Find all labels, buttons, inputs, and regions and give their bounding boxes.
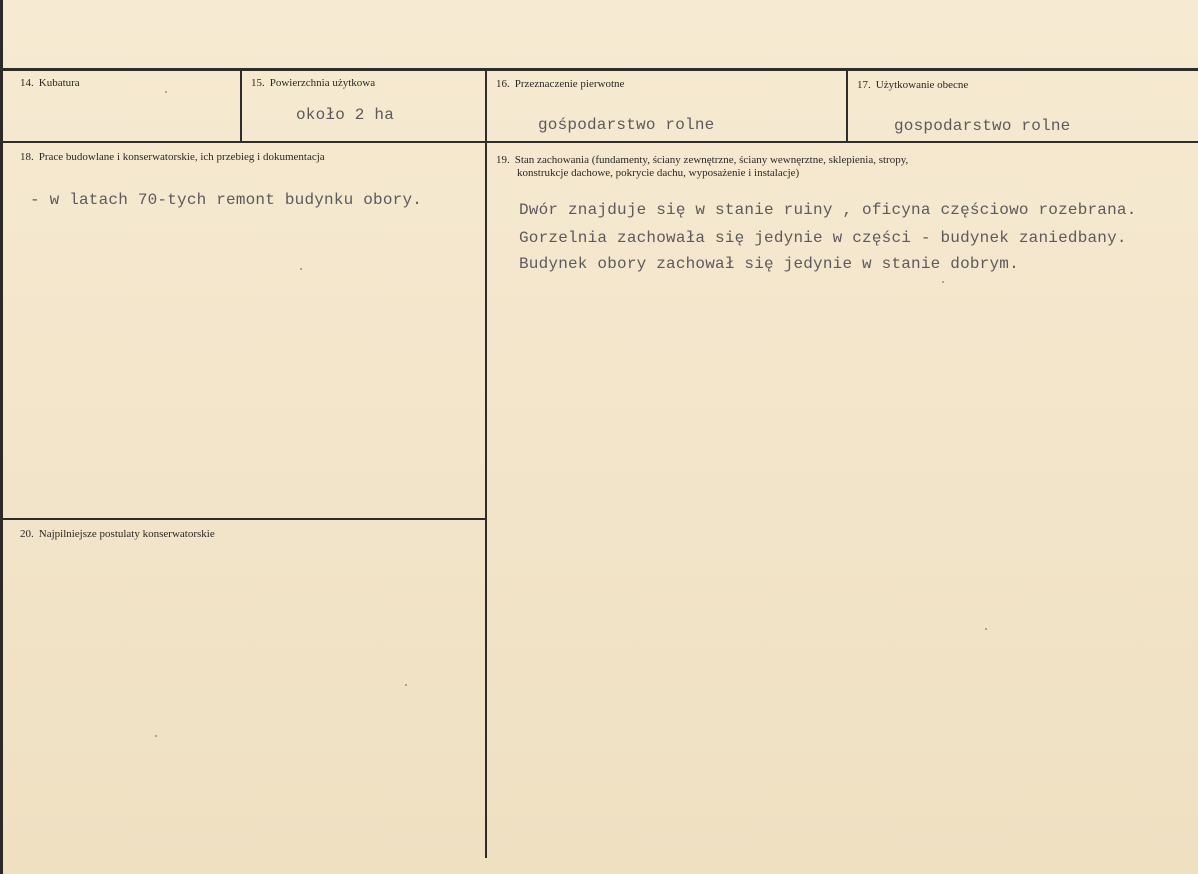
field19-label-line2: konstrukcje dachowe, pokrycie dachu, wyposażenie i instalacje): [517, 167, 800, 179]
field20-top-rule: [0, 518, 486, 520]
paper-speck: [165, 91, 167, 93]
field19-label: 19. Stan zachowania (fundamenty, ściany zewnętrzne, ściany wewnęrztne, sklepienia, stropy,: [496, 154, 909, 166]
field20-label: 20. Najpilniejsze postulaty konserwatorskie: [20, 528, 215, 540]
divider-14-15: [240, 70, 242, 142]
top-rule: [0, 68, 1198, 71]
paper-speck: [155, 735, 157, 737]
paper-speck: [405, 684, 407, 686]
card-left-edge: [0, 0, 3, 874]
paper-speck: [942, 281, 944, 283]
field18-value: - w latach 70-tych remont budynku obory.: [30, 191, 423, 209]
field19-line-3: Budynek obory zachował się jedynie w stanie dobrym.: [519, 255, 1019, 273]
row1-bottom-rule: [0, 141, 1198, 143]
field15-label: 15. Powierzchnia użytkowa: [251, 77, 376, 89]
field16-label: 16. Przeznaczenie pierwotne: [496, 78, 625, 90]
field19-line-2: Gorzelnia zachowała się jedynie w części - budynek zaniedbany.: [519, 229, 1127, 247]
divider-16-17: [846, 70, 848, 142]
field17-value: gospodarstwo rolne: [894, 117, 1071, 135]
field19-line-1: Dwór znajduje się w stanie ruiny , oficyna częściowo rozebrana.: [519, 201, 1137, 219]
paper-speck: [300, 268, 302, 270]
paper-speck: [985, 628, 987, 630]
field14-label: 14. Kubatura: [20, 77, 80, 89]
field15-value: około 2 ha: [296, 106, 395, 124]
field17-label: 17. Użytkowanie obecne: [857, 79, 969, 91]
field18-label: 18. Prace budowlane i konserwatorskie, ich przebieg i dokumentacja: [20, 151, 325, 163]
divider-left-right: [485, 70, 487, 858]
field16-value: gośpodarstwo rolne: [538, 116, 715, 134]
